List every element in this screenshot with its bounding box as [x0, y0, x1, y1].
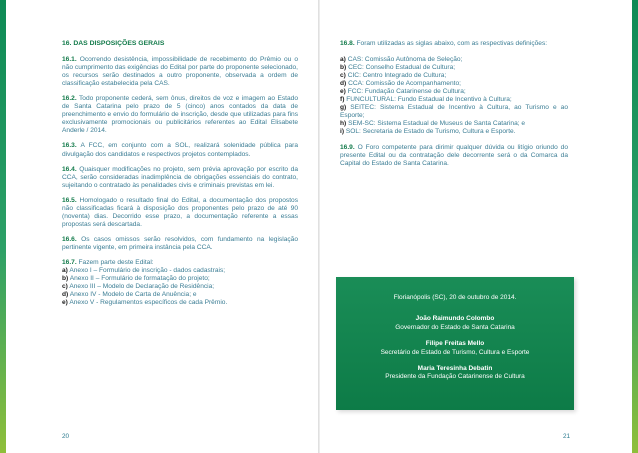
paragraph-16-2 [62, 95, 298, 135]
paragraph-16-5 [62, 197, 298, 229]
item-text: SOL: Secretaria de Estado de Turismo, Cultura e Esporte. [344, 128, 516, 136]
item-letter: a) [62, 267, 68, 275]
clause-number: 16.3. [62, 142, 77, 150]
signatory [336, 340, 574, 357]
item-letter: a) [340, 56, 346, 64]
acronym-item [340, 56, 568, 64]
item-text: CEC: Conselho Estadual de Cultura; [346, 64, 456, 72]
item-text: Anexo V - Regulamentos específicos de cada Prêmio. [67, 299, 228, 307]
clause-number: 16.5. [62, 196, 77, 204]
signatory [336, 365, 574, 382]
signatory-role: Presidente da Fundação Catarinense de Cultura [385, 373, 525, 381]
signature-box [336, 277, 574, 410]
annex-item [62, 291, 298, 299]
item-text: FUNCULTURAL: Fundo Estadual de Incentivo à Cultura; [344, 96, 512, 104]
page-number-right: 21 [563, 433, 571, 440]
clause-text: Ocorrendo desistência, impossibilidade de recebimento do Prêmio ou o não cumprimento das exigências do Edital por parte do proponente selecionado, os recursos serão destinados a outro proponente, observada a ordem de classificação estabelecida pela CAS. [62, 56, 298, 88]
acronym-item [340, 88, 568, 96]
item-letter: b) [62, 275, 69, 283]
item-letter: c) [340, 72, 346, 80]
acronyms-intro [340, 40, 568, 48]
acronym-list [340, 40, 568, 137]
left-page-column [62, 40, 298, 314]
item-letter: e) [340, 88, 346, 96]
signatory-name: Maria Teresinha Debatin [417, 365, 493, 373]
item-text: Anexo IV - Modelo de Carta de Anuência; e [68, 291, 197, 299]
clause-number: 16.6. [62, 235, 77, 243]
clause-text: Fazem parte deste Edital: [76, 258, 154, 266]
paragraph-16-1 [62, 56, 298, 88]
clause-text: Quaisquer modificações no projeto, sem prévia aprovação por escrito da CCA, serão consideradas inadimplência de obrigações essenciais do contrato, sujeitando o contratado às penalidades civis e criminais previstas em lei. [62, 165, 298, 189]
annex-item [62, 283, 298, 291]
acronym-item [340, 104, 568, 120]
section-heading: 16. DAS DISPOSIÇÕES GERAIS [62, 40, 165, 47]
clause-number: 16.9. [340, 143, 355, 151]
right-page-column [340, 40, 568, 175]
clause-number: 16.1. [62, 56, 77, 64]
paragraph-16-4 [62, 166, 298, 190]
annex-list [62, 259, 298, 307]
signature-date-line: Florianópolis (SC), 20 de outubro de 2014. [393, 294, 517, 301]
page-fold [318, 0, 320, 453]
clause-number: 16.8. [340, 40, 355, 47]
signatory [336, 315, 574, 332]
clause-text: Todo proponente cederá, sem ônus, direitos de voz e imagem ao Estado de Santa Catarina pelo prazo de 5 (cinco) anos contados da data de preenchimento e envio do formulário de inscrição, desde que utilizadas para fins exclusivamente promocionais ou publicitários referentes ao Edital Elisabete Anderle / 2014. [62, 95, 298, 135]
clause-number: 16.4. [62, 165, 77, 173]
clause-text: A FCC, em conjunto com a SOL, realizará solenidade pública para divulgação dos candidatos e respectivos projetos contemplados. [62, 142, 298, 158]
signatory-role: Secretário de Estado de Turismo, Cultura e Esporte [380, 348, 530, 356]
paragraph-16-9 [340, 144, 568, 168]
right-green-edge [632, 0, 638, 453]
item-text: Anexo II – Formulário de formatação do projeto; [68, 275, 210, 283]
item-text: CIC: Centro Integrado de Cultura; [345, 72, 447, 80]
item-text: FCC: Fundação Catarinense de Cultura; [345, 88, 466, 96]
annex-item [62, 299, 298, 307]
item-letter: d) [62, 291, 69, 299]
paragraph-16-3 [62, 142, 298, 158]
signatory-name: Filipe Freitas Mello [425, 340, 485, 348]
item-letter: d) [340, 80, 347, 88]
item-letter: e) [62, 299, 68, 307]
acronym-item [340, 80, 568, 88]
clause-number: 16.2. [62, 95, 77, 103]
item-letter: f) [340, 96, 345, 104]
acronym-item [340, 96, 568, 104]
clause-text: Foram utilizadas as siglas abaixo, com as respectivas definições: [354, 40, 548, 47]
acronym-item [340, 120, 568, 128]
item-text: SEITEC: Sistema Estadual de Incentivo à Cultura, ao Turismo e ao Esporte; [340, 104, 568, 120]
annex-item [62, 275, 298, 283]
item-letter: i) [340, 128, 345, 136]
item-letter: h) [340, 120, 347, 128]
clause-text: Homologado o resultado final do Edital, a documentação dos propostos não classificadas ficará à disposição dos proponentes pelo prazo de até 90 (noventa) dias. Decorrido esse prazo, a documentação referente a essas propostas será descartada. [62, 196, 298, 228]
item-text: CCA: Comissão de Acompanhamento; [346, 80, 461, 88]
item-letter: b) [340, 64, 347, 72]
acronym-item [340, 64, 568, 72]
acronym-item [340, 128, 568, 136]
annex-intro [62, 259, 298, 267]
clause-number: 16.7. [62, 258, 77, 266]
item-letter: g) [340, 104, 347, 112]
item-text: SEM-SC: Sistema Estadual de Museus de Santa Catarina; e [346, 120, 526, 128]
page-number-left: 20 [62, 433, 70, 440]
annex-item [62, 267, 298, 275]
clause-text: Os casos omissos serão resolvidos, com fundamento na legislação pertinente vigente, em primeira instância pela CCA. [62, 235, 298, 251]
acronym-item [340, 72, 568, 80]
item-text: Anexo III – Modelo de Declaração de Residência; [67, 283, 215, 291]
clause-text: O Foro competente para dirimir qualquer dúvida ou litígio oriundo do presente Edital ou da contratação dele decorrente será o da Comarca da Capital do Estado de Santa Catarina. [340, 143, 568, 167]
item-text: CAS: Comissão Autônoma de Seleção; [345, 56, 463, 64]
signatory-name: João Raimundo Colombo [415, 315, 495, 323]
left-green-edge [0, 0, 6, 453]
paragraph-16-6 [62, 236, 298, 252]
item-text: Anexo I – Formulário de inscrição - dados cadastrais; [67, 267, 226, 275]
signatory-role: Governador do Estado de Santa Catarina [395, 323, 515, 331]
item-letter: c) [62, 283, 68, 291]
